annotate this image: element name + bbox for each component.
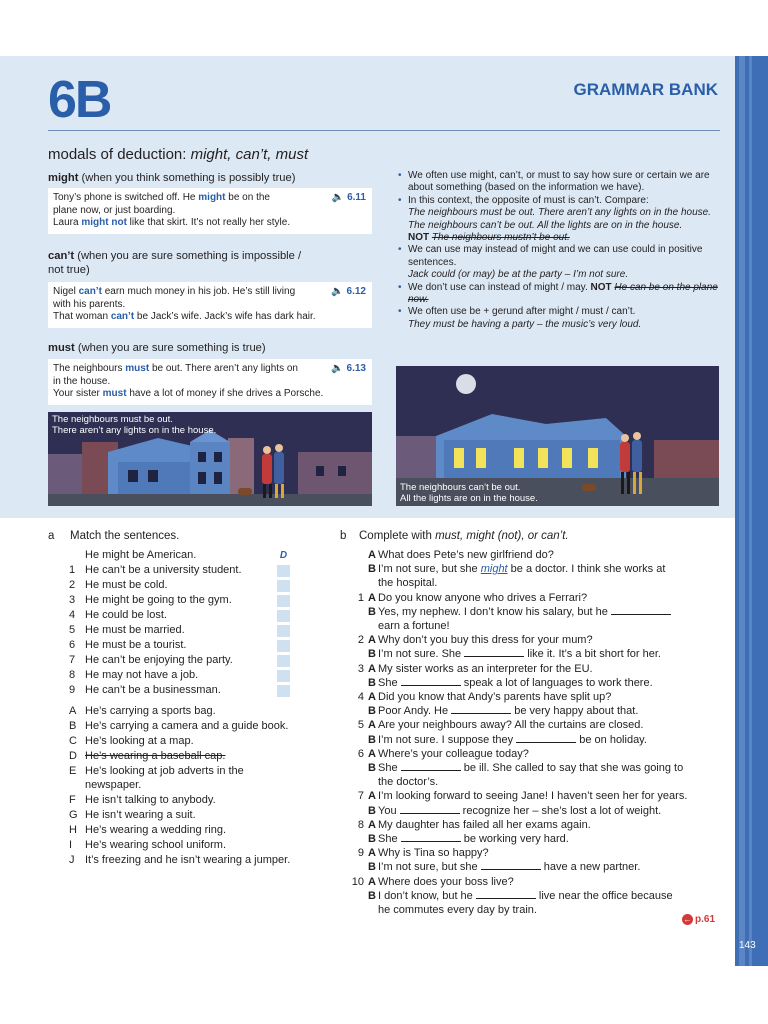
caption-left: The neighbours must be out. There aren’t any lights on in the house. (52, 414, 217, 436)
example-answer: might (480, 563, 508, 576)
option-g: G He isn’t wearing a suit. (69, 809, 196, 821)
answer-box[interactable] (277, 655, 290, 667)
dialogue-line: the hospital. (378, 577, 438, 590)
answer-box[interactable] (277, 565, 290, 577)
option-j: J It’s freezing and he isn’t wearing a jumper. (69, 854, 291, 866)
must-heading: must (when you are sure something is true) (48, 342, 266, 354)
answer-box[interactable] (277, 625, 290, 637)
dialogue-line: 9 A Why is Tina so happy? (357, 847, 489, 860)
caption-right: The neighbours can’t be out. All the lights are on in the house. (400, 482, 538, 504)
exercise-a-item: 8 He may not have a job. (69, 669, 199, 681)
dialogue-line: B She be working very hard. (368, 833, 569, 845)
answer-blank[interactable] (516, 733, 576, 743)
dialogue-line: B I’m not sure. She like it. It’s a bit short for her. (368, 648, 661, 661)
answer-blank[interactable] (401, 676, 461, 686)
dialogue-line: 6 A Where’s your colleague today? (357, 747, 529, 760)
dialogue-line: B She be ill. She called to say that she was going to (368, 762, 684, 774)
note-item: • In this context, the opposite of must is can’t. Compare: The neighbours must be out. There aren’t any lights on in the house. The neighbours can’t be out. All the lights are on in the house. NOT The neighbours mustn’t be out. (396, 195, 721, 245)
answer-blank[interactable] (481, 860, 541, 870)
answer-box[interactable] (277, 610, 290, 622)
dialogue-line: earn a fortune! (378, 620, 450, 632)
answer-blank[interactable] (401, 832, 461, 842)
answer-blank[interactable] (611, 605, 671, 615)
exercise-b-title: Complete with must, might (not), or can’t. (359, 530, 569, 542)
dialogue-line: 4 A Did you know that Andy’s parents have split up? (357, 691, 612, 703)
audio-6-12-button[interactable]: 🔈 6.12 (331, 286, 366, 297)
dialogue-line: B I’m not sure, but she might be a doctor. I think she works at (368, 563, 666, 576)
exercise-b-label: b (340, 530, 347, 542)
exercise-a-item: 4 He could be lost. (69, 609, 167, 621)
audio-6-13-button[interactable]: 🔈 6.13 (331, 363, 366, 374)
exercise-a-item: 2 He must be cold. (69, 579, 168, 591)
page-side-strip (735, 56, 768, 966)
dialogue-line: he commutes every day by train. (378, 904, 537, 916)
option-d: D He’s wearing a baseball cap. (69, 750, 226, 762)
usage-notes (396, 170, 721, 331)
dialogue-line: 1 A Do you know anyone who drives a Ferrari? (357, 591, 588, 604)
option-h: H He’s wearing a wedding ring. (69, 824, 227, 836)
dialogue-line: B I’m not sure, but she have a new partner. (368, 861, 641, 874)
exercise-a-example: He might be American. (85, 549, 197, 561)
exercise-a-item: 7 He can’t be enjoying the party. (69, 654, 233, 666)
dialogue-line: 10 A Where does your boss live? (351, 875, 514, 888)
answer-box[interactable] (277, 670, 290, 682)
must-examples: 🔈 6.13 The neighbours must be out. There aren’t any lights on in the house. Your sister must have a lot of money if she drives a Porsche. (48, 359, 372, 405)
dialogue-line: 5 A Are your neighbours away? All the curtains are closed. (357, 719, 644, 732)
answer-box[interactable] (277, 580, 290, 592)
answer-box[interactable] (277, 640, 290, 652)
dialogue-line: B I don’t know, but he live near the office because (368, 889, 673, 902)
answer-blank[interactable] (464, 647, 524, 657)
dialogue-line: B I’m not sure. I suppose they be on holiday. (368, 733, 647, 746)
audio-6-11-button[interactable]: 🔈 6.11 (331, 192, 366, 203)
dialogue-line: B She speak a lot of languages to work there. (368, 676, 653, 689)
option-c: C He’s looking at a map. (69, 735, 194, 747)
page-reference[interactable]: ← p.61 (683, 914, 716, 925)
dialogue-line: B Poor Andy. He be very happy about that. (368, 705, 639, 718)
option-i: I He’s wearing school uniform. (69, 839, 227, 851)
dialogue-line: the doctor’s. (378, 776, 439, 789)
might-examples: 🔈 6.11 Tony’s phone is switched off. He might be on the plane now, or just boarding. Laura might not like that skirt. It’s not really her style. (48, 188, 372, 234)
dialogue-line: B Yes, my nephew. I don’t know his salary, but he (350, 605, 671, 619)
section-title: GRAMMAR BANK (573, 80, 718, 99)
exercise-a-item: 3 He might be going to the gym. (69, 594, 232, 606)
header-rule (48, 130, 720, 131)
exercise-a-item: 1 He can’t be a university student. (69, 564, 242, 576)
dialogue-line: A What does Pete’s new girlfriend do? (368, 549, 554, 561)
answer-blank[interactable] (476, 889, 536, 899)
note-item: • We don’t use can instead of might / may. NOT He can be on the plane now. (396, 282, 721, 307)
exercise-a-item: 5 He must be married. (69, 624, 185, 636)
might-heading: might (when you think something is possibly true) (48, 172, 296, 184)
cant-examples: 🔈 6.12 Nigel can’t earn much money in his job. He’s still living with his parents. That woman can’t be Jack’s wife. Jack’s wife has dark hair. (48, 282, 372, 328)
answer-blank[interactable] (400, 804, 460, 814)
exercise-a-label: a (48, 530, 55, 542)
dialogue-line: 8 A My daughter has failed all her exams again. (357, 818, 591, 831)
unit-number: 6B (48, 71, 111, 129)
dialogue-line: 2 A Why don’t you buy this dress for your mum? (357, 634, 593, 647)
dialogue-line: B You recognize her – she’s lost a lot of weight. (368, 804, 662, 817)
option-a: A He’s carrying a sports bag. (69, 705, 216, 717)
note-item: • We often use might, can’t, or must to say how sure or certain we are about something (based on the information we have). (396, 170, 721, 195)
note-item: • We can use may instead of might and we can use could in positive sentences. Jack could (or may) be at the party – I’m not sure. (396, 244, 721, 281)
example-answer: D (279, 550, 288, 561)
illustration-lit-house (396, 366, 719, 506)
topic-heading: modals of deduction: might, can’t, must (48, 146, 309, 163)
illustration-dark-house (48, 412, 372, 506)
dialogue-line: 3 A My sister works as an interpreter for the EU. (357, 662, 593, 675)
option-f: F He isn’t talking to anybody. (69, 794, 216, 806)
exercise-a-title: Match the sentences. (70, 530, 180, 542)
answer-box[interactable] (277, 685, 290, 697)
dialogue-line: 7 A I’m looking forward to seeing Jane! I haven’t seen her for years. (357, 790, 688, 803)
answer-blank[interactable] (401, 761, 461, 771)
cant-heading: can’t (when you are sure something is impossible / not true) (48, 250, 302, 276)
exercise-a-item: 9 He can’t be a businessman. (69, 684, 221, 696)
answer-blank[interactable] (451, 704, 511, 714)
back-arrow-icon: ← (683, 915, 692, 924)
exercise-a-item: 6 He must be a tourist. (69, 639, 187, 651)
option-b: B He’s carrying a camera and a guide book. (69, 720, 289, 732)
page-number: 143 (739, 940, 756, 951)
note-item: • We often use be + gerund after might / must / can’t. They must be having a party – the music’s very loud. (396, 306, 721, 331)
option-e: E He’s looking at job adverts in the (69, 765, 244, 777)
answer-box[interactable] (277, 595, 290, 607)
option-e-cont: newspaper. (85, 779, 142, 791)
